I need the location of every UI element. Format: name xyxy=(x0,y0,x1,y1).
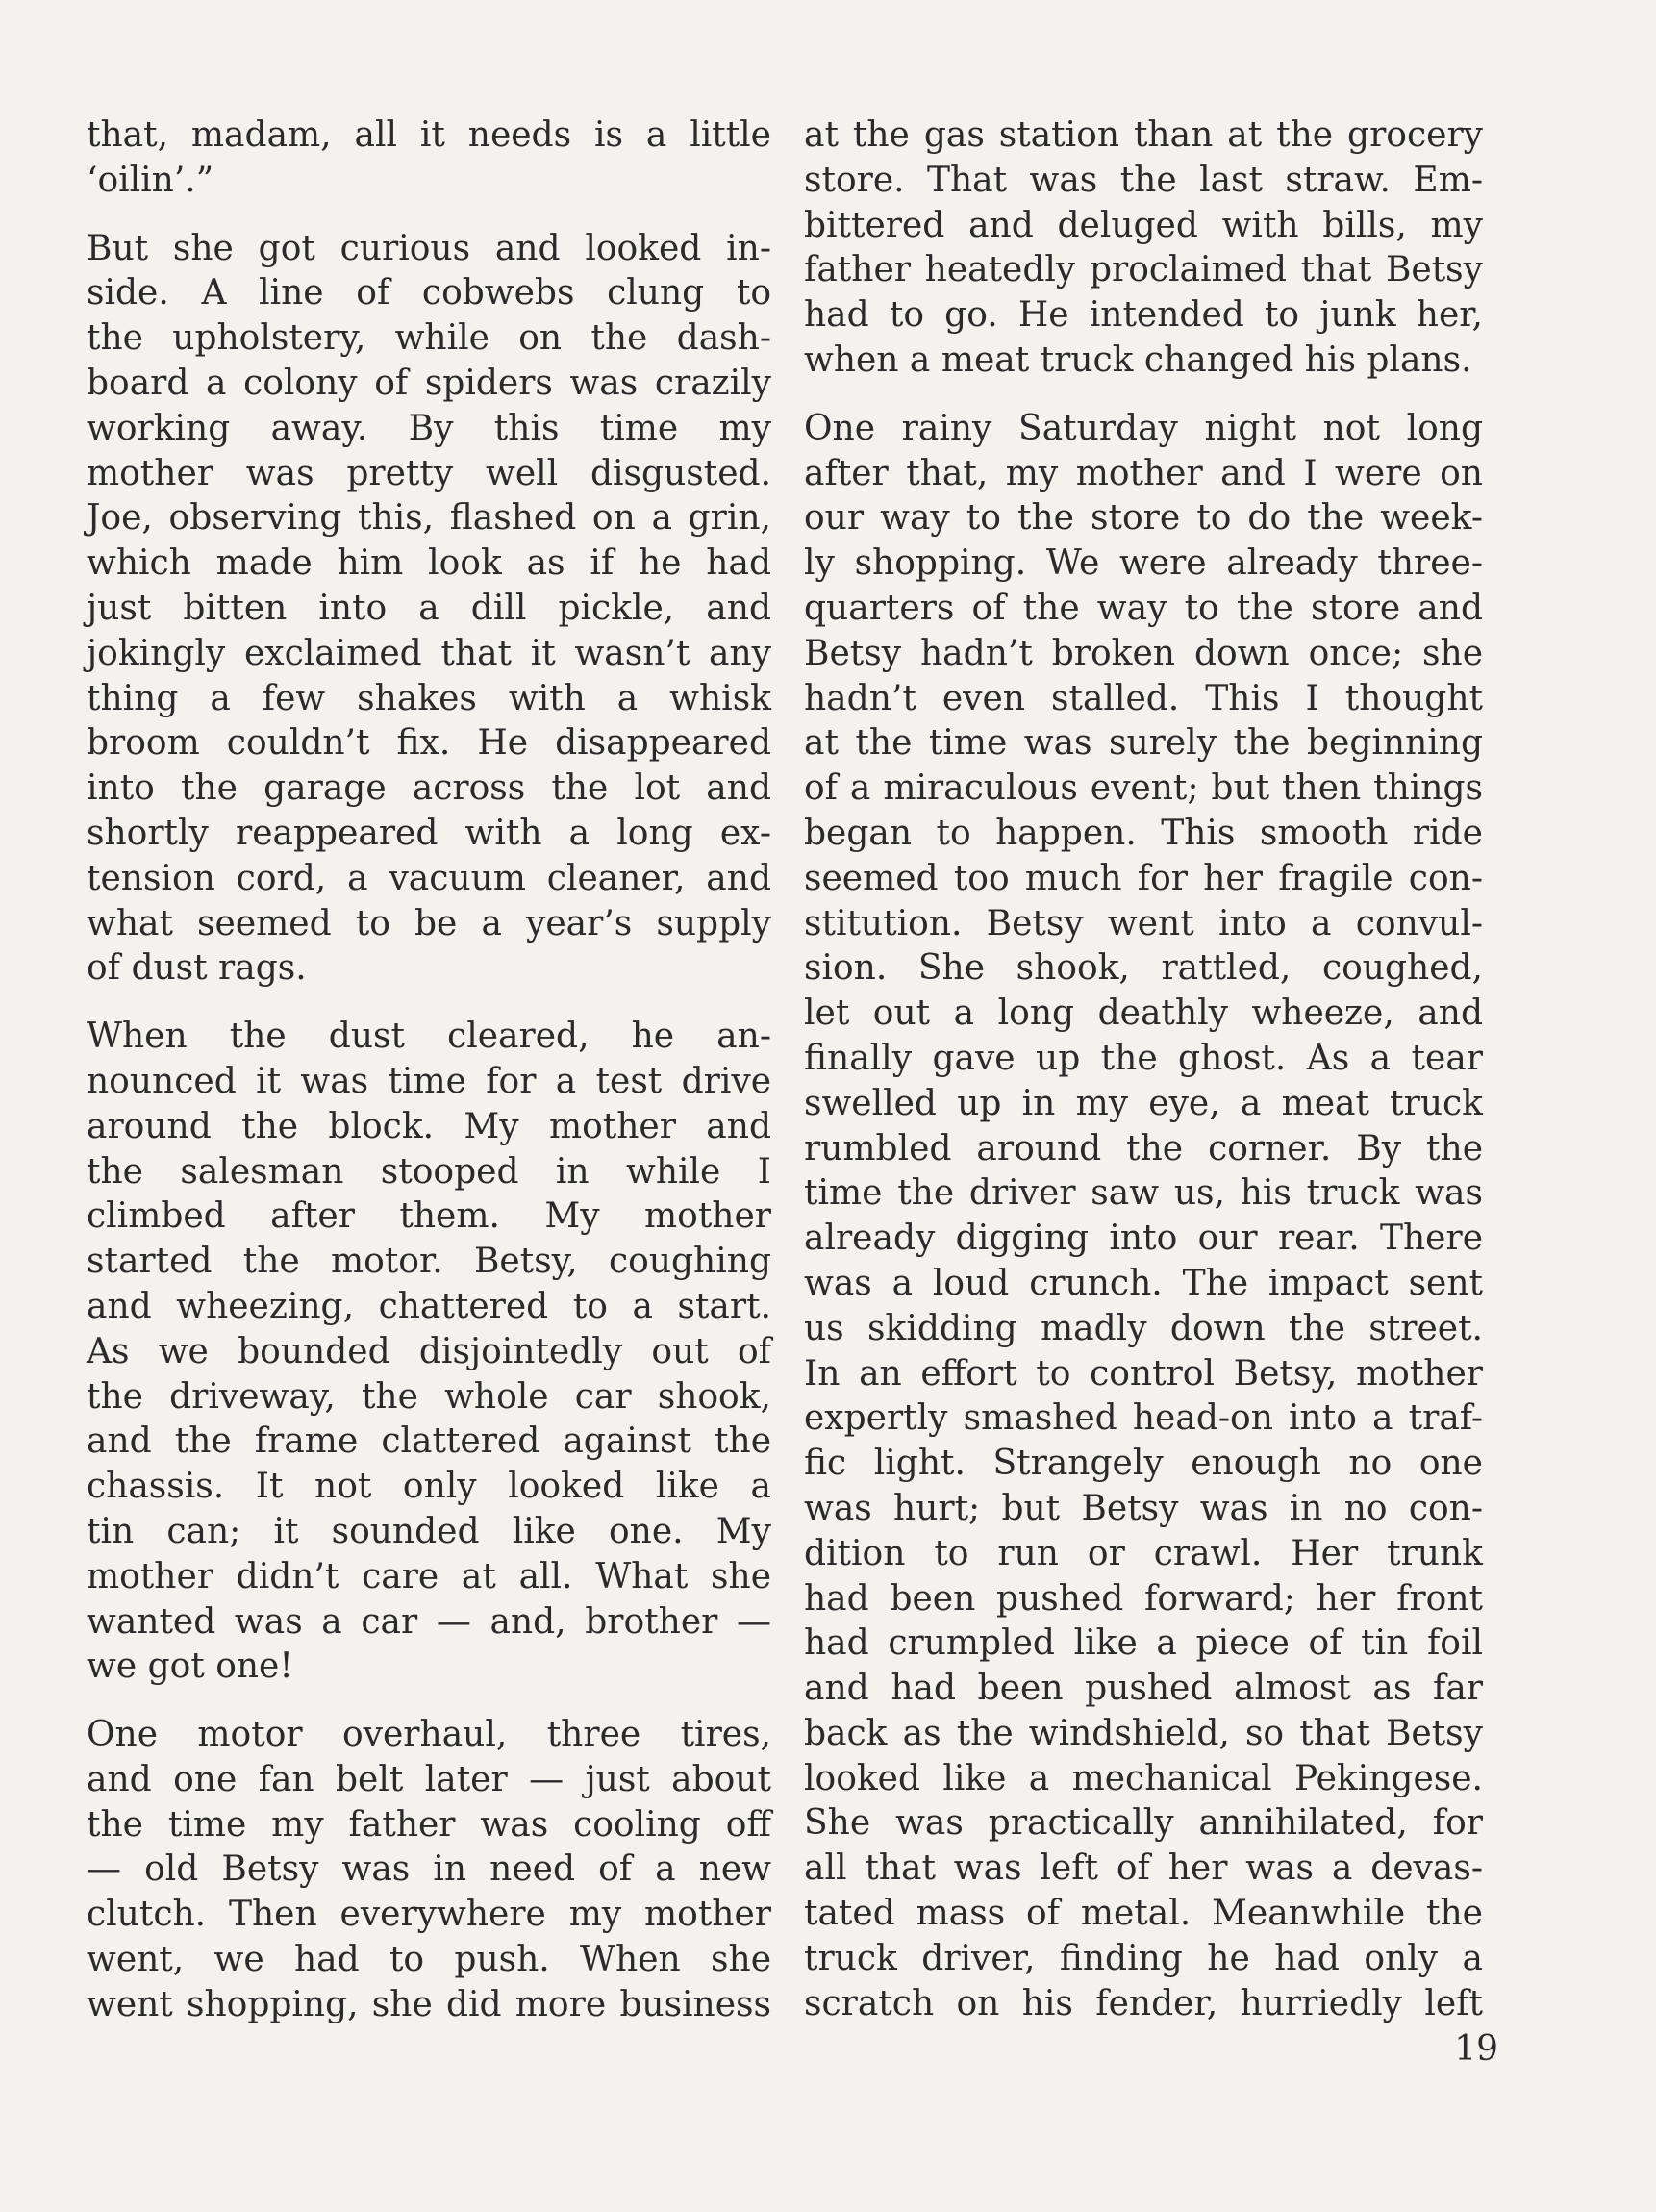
text-line: all that was left of her was a devas- xyxy=(804,1848,1483,1889)
text-line: finally gave up the ghost. As a tear xyxy=(804,1038,1483,1078)
text-line: began to happen. This smooth ride xyxy=(804,813,1483,853)
text-line: our way to the store to do the week- xyxy=(804,498,1483,539)
text-line: started the motor. Betsy, coughing xyxy=(87,1242,771,1282)
paragraph xyxy=(87,1015,771,1690)
text-line: bittered and deluged with bills, my xyxy=(804,205,1483,245)
text-line: rumbled around the corner. By the xyxy=(804,1128,1483,1169)
text-line: around the block. My mother and xyxy=(87,1106,771,1146)
text-line: stitution. Betsy went into a convul- xyxy=(804,903,1483,943)
text-line: of a miraculous event; but then things xyxy=(804,768,1483,809)
paragraph xyxy=(87,1713,771,2028)
text-line: shortly reappeared with a long ex- xyxy=(87,813,771,853)
text-line: In an effort to control Betsy, mother xyxy=(804,1353,1483,1394)
text-line: nounced it was time for a test drive xyxy=(87,1061,771,1101)
text-line: But she got curious and looked in- xyxy=(87,228,771,268)
text-line: went, we had to push. When she xyxy=(87,1940,771,1980)
text-line: that, madam, all it needs is a little xyxy=(87,115,771,155)
text-line: jokingly exclaimed that it wasn’t any xyxy=(87,633,771,673)
text-line: quarters of the way to the store and xyxy=(804,588,1483,628)
text-line: swelled up in my eye, a meat truck xyxy=(804,1083,1483,1123)
text-line: dition to run or crawl. Her trunk xyxy=(804,1533,1483,1573)
text-line: the upholstery, while on the dash- xyxy=(87,318,771,359)
text-line: and wheezing, chattered to a start. xyxy=(87,1286,771,1326)
paragraph xyxy=(804,113,1483,384)
text-line: had been pushed forward; her front xyxy=(804,1578,1483,1619)
text-line: chassis. It not only looked like a xyxy=(87,1467,771,1507)
text-line: had to go. He intended to junk her, xyxy=(804,295,1483,336)
text-line: at the gas station than at the grocery xyxy=(804,115,1483,155)
text-line: When the dust cleared, he an- xyxy=(87,1017,771,1057)
text-line: Betsy hadn’t broken down once; she xyxy=(804,633,1483,673)
text-line: sion. She shook, rattled, coughed, xyxy=(804,948,1483,989)
text-line: after that, my mother and I were on xyxy=(804,453,1483,493)
paragraph xyxy=(804,407,1483,2027)
text-line: the time my father was cooling off xyxy=(87,1804,771,1845)
text-line: was hurt; but Betsy was in no con- xyxy=(804,1488,1483,1528)
text-line: broom couldn’t fix. He disappeared xyxy=(87,723,771,764)
text-line: time the driver saw us, his truck was xyxy=(804,1173,1483,1214)
text-line: and had been pushed almost as far xyxy=(804,1669,1483,1709)
text-line: climbed after them. My mother xyxy=(87,1196,771,1237)
text-line: already digging into our rear. There xyxy=(804,1219,1483,1259)
text-line: back as the windshield, so that Betsy xyxy=(804,1713,1483,1753)
text-line: at the time was surely the beginning xyxy=(804,723,1483,764)
text-line: we got one! xyxy=(87,1646,293,1687)
text-line: let out a long deathly wheeze, and xyxy=(804,993,1483,1034)
text-line: As we bounded disjointedly out of xyxy=(87,1331,771,1371)
text-line: went shopping, she did more business xyxy=(87,1984,771,2024)
text-line: thing a few shakes with a whisk xyxy=(87,678,771,718)
text-line: which made him look as if he had xyxy=(87,543,771,584)
text-line: truck driver, finding he had only a xyxy=(804,1938,1483,1978)
text-line: the salesman stooped in while I xyxy=(87,1151,771,1192)
text-line: into the garage across the lot and xyxy=(87,768,771,809)
text-line: what seemed to be a year’s supply xyxy=(87,903,771,943)
text-line: board a colony of spiders was crazily xyxy=(87,363,771,403)
text-line: scratch on his fender, hurriedly left xyxy=(804,1983,1483,2023)
text-line: just bitten into a dill pickle, and xyxy=(87,588,771,628)
text-line: father heatedly proclaimed that Betsy xyxy=(804,250,1483,290)
text-line: the driveway, the whole car shook, xyxy=(87,1376,771,1417)
text-line: tated mass of metal. Meanwhile the xyxy=(804,1894,1483,1934)
paragraph xyxy=(87,113,771,204)
text-line: of dust rags. xyxy=(87,948,307,989)
text-line: One rainy Saturday night not long xyxy=(804,408,1483,448)
text-line: looked like a mechanical Pekingese. xyxy=(804,1758,1483,1798)
text-line: and the frame clattered against the xyxy=(87,1421,771,1462)
text-line: and one fan belt later — just about xyxy=(87,1759,771,1799)
text-line: mother was pretty well disgusted. xyxy=(87,453,771,493)
left-column xyxy=(87,113,771,2028)
text-line: wanted was a car — and, brother — xyxy=(87,1601,771,1642)
text-line: tension cord, a vacuum cleaner, and xyxy=(87,858,771,898)
text-line: us skidding madly down the street. xyxy=(804,1308,1483,1348)
text-line: working away. By this time my xyxy=(87,408,771,448)
text-line: tin can; it sounded like one. My xyxy=(87,1511,771,1551)
text-line: was a loud crunch. The impact sent xyxy=(804,1263,1483,1303)
text-line: ‘oilin’.” xyxy=(87,160,214,200)
text-line: fic light. Strangely enough no one xyxy=(804,1444,1483,1484)
text-line: store. That was the last straw. Em- xyxy=(804,160,1483,200)
text-line: mother didn’t care at all. What she xyxy=(87,1556,771,1596)
text-line: seemed too much for her fragile con- xyxy=(804,858,1483,898)
text-line: hadn’t even stalled. This I thought xyxy=(804,678,1483,718)
text-line: when a meat truck changed his plans. xyxy=(804,339,1472,380)
text-line: side. A line of cobwebs clung to xyxy=(87,273,771,314)
page-number: 19 xyxy=(1454,2029,1498,2069)
paragraph xyxy=(87,227,771,993)
text-line: — old Betsy was in need of a new xyxy=(87,1849,771,1890)
text-line: expertly smashed head-on into a traf- xyxy=(804,1398,1483,1439)
text-line: She was practically annihilated, for xyxy=(804,1803,1483,1844)
right-column xyxy=(804,113,1483,2026)
text-line: clutch. Then everywhere my mother xyxy=(87,1895,771,1935)
text-line: One motor overhaul, three tires, xyxy=(87,1715,771,1755)
text-line: Joe, observing this, flashed on a grin, xyxy=(87,498,771,539)
text-line: ly shopping. We were already three- xyxy=(804,543,1483,584)
text-line: had crumpled like a piece of tin foil xyxy=(804,1623,1483,1664)
